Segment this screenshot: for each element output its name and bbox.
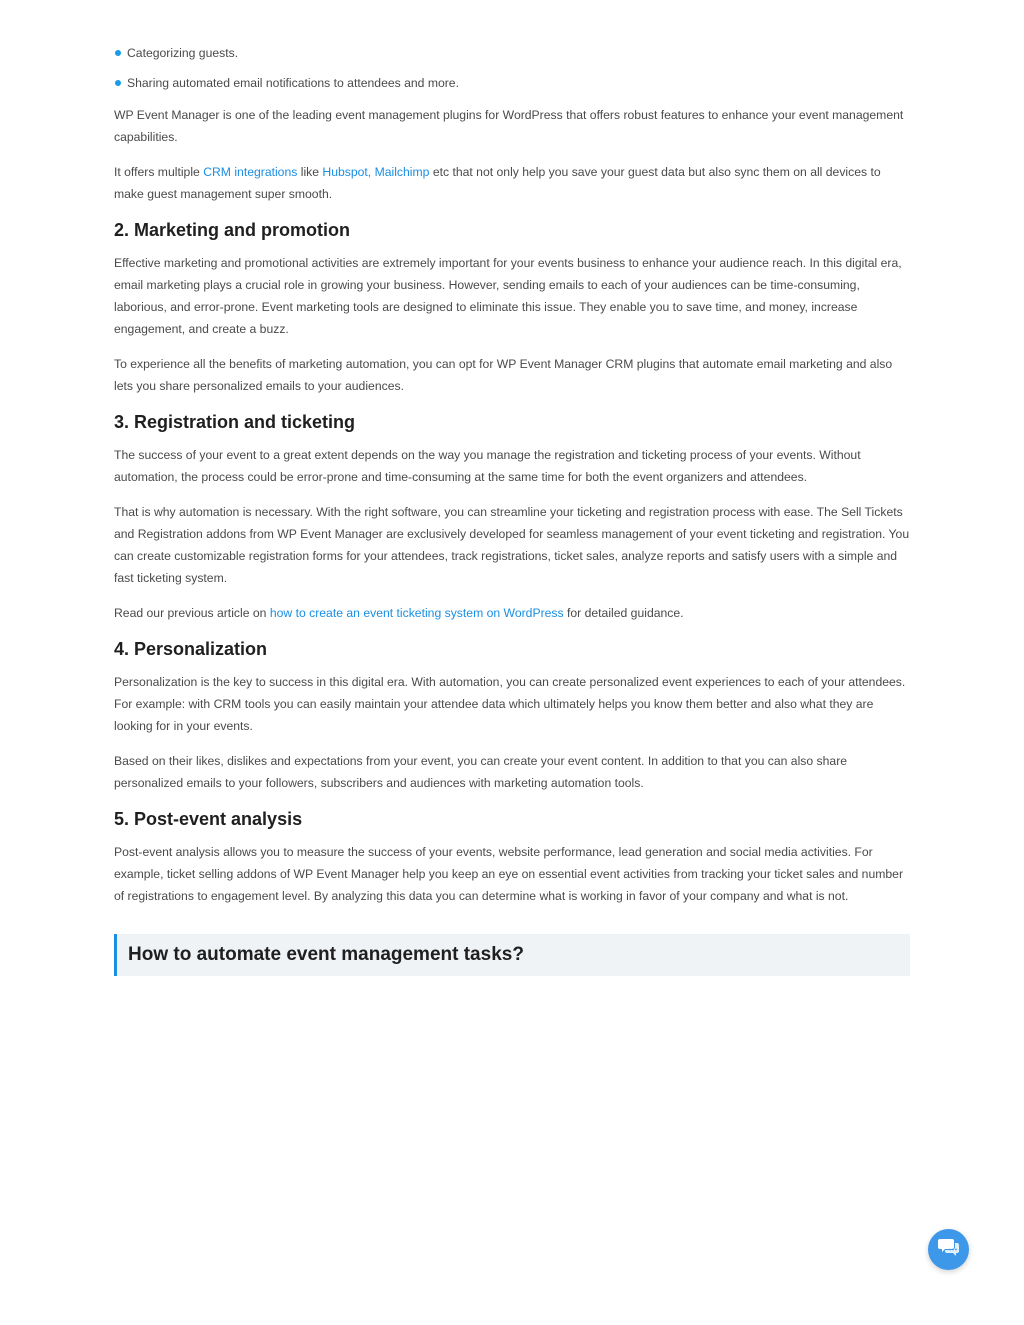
ticketing-article-link[interactable]: how to create an event ticketing system on WordPress bbox=[269, 606, 564, 620]
paragraph-text: It offers multiple bbox=[114, 165, 204, 179]
crm-paragraph bbox=[114, 161, 910, 205]
heading-personalization: 4. Personalization bbox=[114, 639, 268, 659]
registration-paragraph-2: That is why automation is necessary. With the right software, you can streamline your ticketing and registration process with ease. The Sell Tickets and Registration addons from WP Event Manager are exclusively developed for seamless management of your event ticketing and registration. You can create customizable registration forms for your attendees, track registrations, ticket sales, analyze reports and satisfy users with a simple and fast ticketing system. bbox=[114, 505, 910, 585]
heading-marketing: 2. Marketing and promotion bbox=[114, 220, 351, 240]
chat-bubble-icon bbox=[938, 1237, 960, 1262]
paragraph-text: etc that not only help you save your guest data but also sync them on all devices to make guest management super smooth. bbox=[114, 165, 881, 201]
callout-heading: How to automate event management tasks? bbox=[128, 944, 524, 965]
marketing-paragraph-1: Effective marketing and promotional activities are extremely important for your events business to enhance your audience reach. In this digital era, email marketing plays a crucial role in growing your business. However, sending emails to each of your audiences can be time-consuming, laborious, and error-prone. Event marketing tools are designed to eliminate this issue. They enable you to save time, and money, increase engagement, and create a buzz. bbox=[114, 256, 902, 336]
hubspot-mailchimp-link[interactable]: Hubspot, Mailchimp bbox=[322, 165, 430, 179]
intro-paragraph: WP Event Manager is one of the leading event management plugins for WordPress that offers robust features to enhance your event management capabilities. bbox=[114, 108, 904, 144]
personalization-paragraph-2: Based on their likes, dislikes and expectations from your event, you can create your event content. In addition to that you can also share personalized emails to your followers, subscribers and audiences with marketing automation tools. bbox=[114, 754, 848, 790]
paragraph-text: like bbox=[297, 165, 323, 179]
personalization-paragraph-1: Personalization is the key to success in this digital era. With automation, you can create personalized event experiences to each of your attendees. For example: with CRM tools you can easily maintain your attendee data which ultimately helps you know them better and also what they are looking for in your events. bbox=[114, 675, 906, 733]
heading-post-event-analysis: 5. Post-event analysis bbox=[114, 809, 303, 829]
list-item: Sharing automated email notifications to attendees and more. bbox=[114, 74, 910, 92]
registration-paragraph-3 bbox=[114, 602, 910, 624]
list-item: Categorizing guests. bbox=[114, 44, 910, 62]
registration-paragraph-1: The success of your event to a great extent depends on the way you manage the registration and ticketing process of your events. Without automation, the process could be error-prone and time-consuming at the same time for both the event organizers and attendees. bbox=[114, 448, 861, 484]
heading-registration: 3. Registration and ticketing bbox=[114, 412, 356, 432]
paragraph-text: for detailed guidance. bbox=[563, 606, 684, 620]
feature-bullet-list bbox=[114, 44, 910, 92]
marketing-paragraph-2: To experience all the benefits of marketing automation, you can opt for WP Event Manager CRM plugins that automate email marketing and also lets you share personalized emails to your audiences. bbox=[114, 357, 893, 393]
crm-integrations-link[interactable]: CRM integrations bbox=[203, 165, 298, 179]
article-content bbox=[114, 44, 910, 976]
analysis-paragraph-1: Post-event analysis allows you to measure the success of your events, website performance, lead generation and social media activities. For example, ticket selling addons of WP Event Manager help you keep an eye on essential event activities from tracking your ticket sales and number of registrations to engagement level. By analyzing this data you can determine what is working in favor of your company and what is not. bbox=[114, 845, 903, 903]
chat-button[interactable] bbox=[928, 1229, 969, 1270]
section-callout bbox=[114, 934, 910, 976]
paragraph-text: Read our previous article on bbox=[114, 606, 270, 620]
